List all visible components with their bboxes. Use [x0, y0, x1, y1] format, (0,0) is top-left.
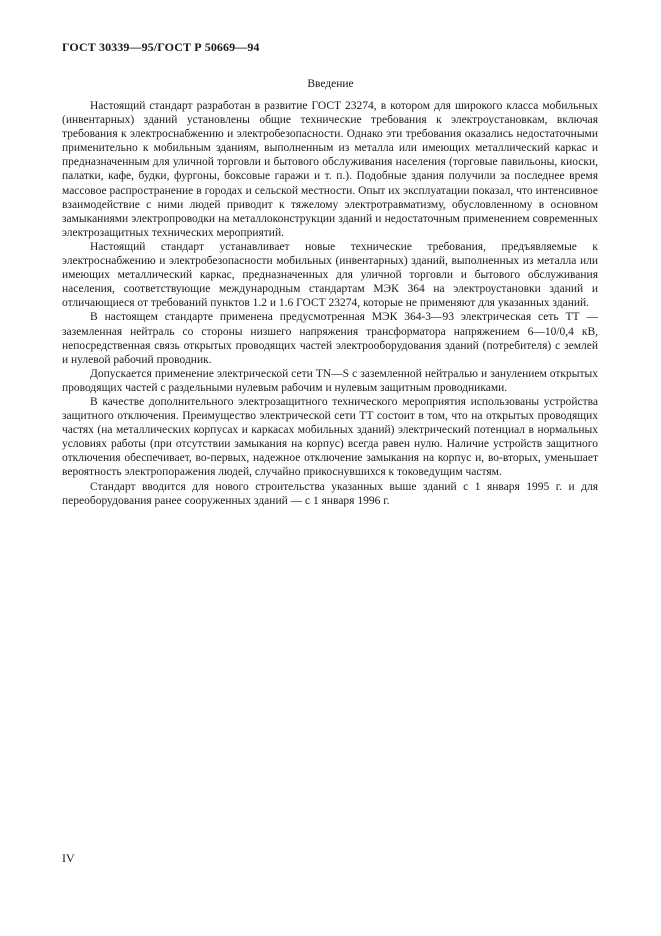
body-text: [62, 99, 598, 508]
section-title: Введение: [307, 78, 354, 90]
standard-designation: ГОСТ 30339—95/ГОСТ Р 50669—94: [62, 40, 260, 54]
paragraph: Настоящий стандарт устанавливает новые технические требования, предъявляемые к электроснабжению и электробезопасности мобильных (инвентарных) зданий, выполненных из металла или имеющих металлический каркас, предназначенных для уличной торговли и бытового обслуживания населения, соответствующие международным стандартам МЭК 364 на электроустановки зданий и отличающиеся от требований пунктов 1.2 и 1.6 ГОСТ 23274, которые не применяют для указанных зданий.: [62, 240, 598, 310]
paragraph: В качестве дополнительного электрозащитного технического мероприятия использованы устройства защитного отключения. Преимущество электрической сети ТТ состоит в том, что на открытых проводящих частях (на металлических корпусах и каркасах мобильных зданий) электрический потенциал в нормальных условиях работы (при отсутствии замыкания на корпус) всегда равен нулю. Наличие устройств защитного отключения обеспечивает, во-первых, надежное отключение замыкания на корпус и, во-вторых, уменьшает вероятность электропоражения людей, случайно прикоснувшихся к токоведущим частям.: [62, 395, 598, 479]
page-number: IV: [62, 851, 75, 865]
paragraph: Допускается применение электрической сети TN—S с заземленной нейтралью и занулением открытых проводящих частей с раздельными нулевым рабочим и нулевым защитным проводниками.: [62, 367, 598, 394]
paragraph: В настоящем стандарте применена предусмотренная МЭК 364-3—93 электрическая сеть ТТ — заземленная нейтраль со стороны низшего напряжения трансформатора напряжением 6—10/0,4 кВ, непосредственная связь открытых проводящих частей электрооборудования зданий (потребителя) с землей и нулевой рабочий проводник.: [62, 311, 598, 366]
paragraph: Стандарт вводится для нового строительства указанных выше зданий с 1 января 1995 г. и для переоборудования ранее сооруженных зданий — с 1 января 1996 г.: [62, 480, 598, 507]
paragraph: Настоящий стандарт разработан в развитие ГОСТ 23274, в котором для широкого класса мобильных (инвентарных) зданий установлены общие технические требования к электроустановкам, включая требования к электроснабжению и электробезопасности. Однако эти требования оказались недостаточными применительно к мобильным зданиям, выполненным из металла или имеющих металлический каркас и предназначенным для уличной торговли и бытового обслуживания населения (торговые павильоны, киоски, палатки, кафе, будки, фургоны, боксовые гаражи и т. п.). Подобные здания получили за последнее время массовое распространение в городах и сельской местности. Опыт их эксплуатации показал, что интенсивное взаимодействие с ними людей приводит к тяжелому электротравматизму, обусловленному в основном замыканиями электропроводки на металлоконструкции зданий и недостаточным применением современных электрозащитных технических мероприятий.: [62, 100, 598, 239]
